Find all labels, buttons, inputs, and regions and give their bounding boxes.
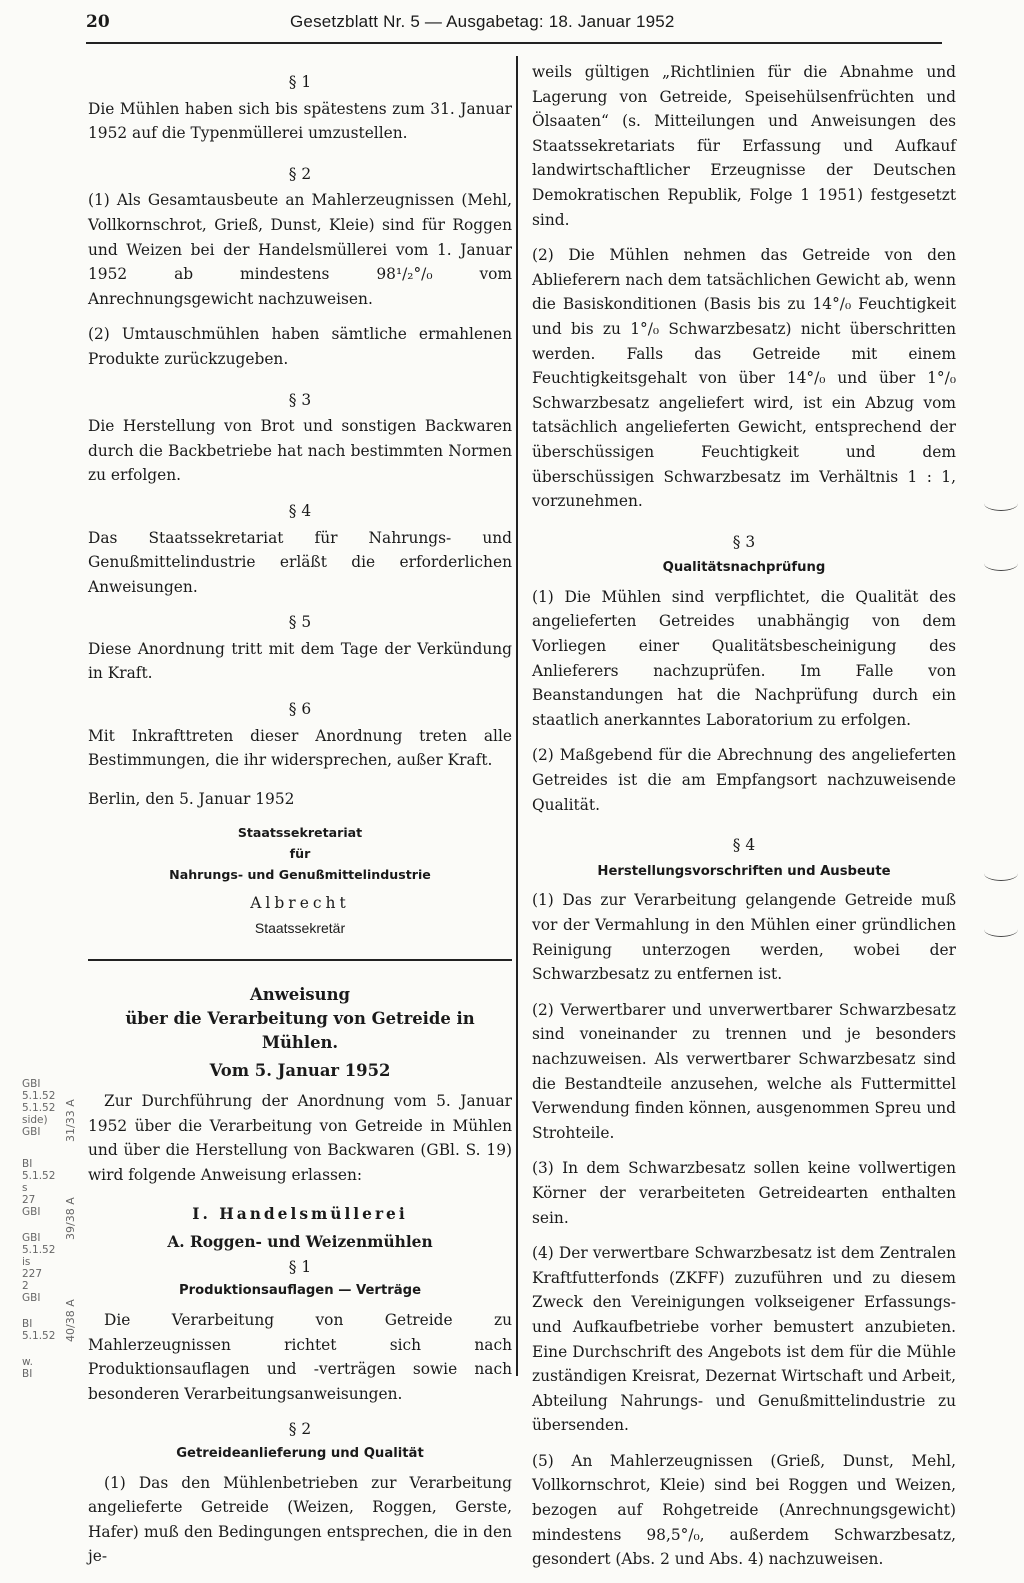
paragraph-text: (2) Die Mühlen nehmen das Getreide von den Ablieferern nach dem tatsächlichen Gewicht ab, wenn die Basiskonditionen (Basis bis zu 14°/₀ Feuchtigkeit und bis zu 1°/₀ Schwarzbesatz) nicht überschritten werden. Falls das Getreide mit einem Feuchtigkeitsgehalt von über 14°/₀ und über 1°/₀ Schwarzbesatz angeliefert wird, ist ein Abzug vom tatsächlich angelieferten Gewicht, entsprechend der überschüssigen Feuchtigkeit und dem überschüssigen Schwarzbesatz im Verhältnis 1 : 1, vorzunehmen. — [532, 246, 956, 511]
margin-note: w. — [22, 1356, 33, 1368]
anweisung-title: über die Verarbeitung von Getreide in Mühlen. — [125, 1008, 475, 1052]
paragraph-text: weils gültigen „Richtlinien für die Abnahme und Lagerung von Getreide, Speisehülsenfrüchten und Ölsaaten“ (s. Mitteilungen und Anweisungen des Staatssekretariats für Erfassung und Aufkauf landwirtschaftlicher Erzeugnisse der Deutschen Demokratischen Republik, Folge 1 1951) festgesetzt sind. — [532, 63, 956, 229]
paragraph-title: § 2 — [288, 1420, 312, 1439]
margin-note: GBI — [22, 1126, 41, 1138]
paragraph-heading: Produktionsauflagen — Verträge — [178, 1283, 422, 1299]
paragraph-text: (4) Der verwertbare Schwarzbesatz ist dem Zentralen Kraftfutterfonds (ZKFF) zuzuführen und zu diesem Zweck den Vereinigungen volkseigener Erfassungs- und Aufkaufbetriebe vorher bemustert anzubieten. Eine Durchschrift des Angebots ist dem für die Mühle zuständigen Kreisrat, Dezernat Wirtschaft und Arbeit, Abteilung Nahrungs- und Genußmittelindustrie zu übersenden. — [532, 1244, 956, 1435]
margin-note: 5.1.52 — [22, 1244, 56, 1256]
paragraph-text: (1) Das zur Verarbeitung gelangende Getreide muß vor der Vermahlung in den Mühlen einer gründlichen Reinigung unterzogen werden, wobei der Schwarzbesatz zu entfernen ist. — [532, 891, 956, 984]
margin-note: 5.1.52 — [22, 1330, 56, 1342]
paragraph-title: § 2 — [288, 164, 312, 183]
paragraph-title: § 6 — [288, 700, 312, 719]
paragraph-text: (1) Als Gesamtausbeute an Mahlerzeugnissen (Mehl, Vollkornschrot, Grieß, Dunst, Kleie) sind für Roggen und Weizen bei der Handelsmüllerei vom 1. Januar 1952 ab mindestens 98¹/₂°/₀ vom Anrechnungsgewicht nachzuweisen. — [88, 191, 512, 308]
paragraph-title: § 1 — [288, 1257, 312, 1276]
margin-note: side) — [22, 1114, 48, 1126]
margin-note: 227 — [22, 1268, 43, 1280]
paragraph-text: (5) An Mahlerzeugnissen (Grieß, Dunst, Mehl, Vollkornschrot, Kleie) sind bei Roggen und Weizen, bezogen auf Rohgetreide (Anrechnungsgewicht) mindestens 98,5°/₀, außerdem Schwarzbesatz, gesondert (Abs. 2 und Abs. 4) nachzuweisen. — [532, 1451, 956, 1569]
paragraph-text: (2) Umtauschmühlen haben sämtliche ermahlenen Produkte zurückzugeben. — [88, 325, 512, 368]
signature-org: Staatssekretariat — [237, 825, 363, 841]
margin-note: is — [22, 1256, 31, 1268]
paragraph-title: § 4 — [732, 836, 756, 855]
anweisung-date: Vom 5. Januar 1952 — [209, 1060, 391, 1080]
anweisung-intro: Zur Durchführung der Anordnung vom 5. Januar 1952 über die Verarbeitung von Getreide in Mühlen und über die Herstellung von Backwaren (GBl. S. 19) wird folgende Anweisung erlassen: — [88, 1092, 512, 1184]
margin-mark — [984, 556, 1018, 571]
margin-note: 5.1.52 — [22, 1090, 56, 1102]
paragraph-title: § 1 — [288, 73, 312, 91]
paragraph-title: § 3 — [288, 390, 312, 409]
margin-mark — [984, 866, 1018, 881]
section-separator — [88, 959, 512, 961]
margin-stamp: 31/33 A — [64, 1099, 77, 1142]
right-column — [532, 60, 956, 1583]
margin-note: BI — [22, 1368, 33, 1380]
paragraph-text: Die Herstellung von Brot und sonstigen Backwaren durch die Backbetriebe hat nach bestimmten Normen zu erfolgen. — [88, 417, 512, 485]
section-title: I. Handelsmüllerei — [192, 1204, 408, 1223]
signature-title: Staatssekretär — [254, 920, 346, 937]
subsection-title: A. Roggen- und Weizenmühlen — [167, 1233, 433, 1252]
anweisung-title: Anweisung — [250, 984, 350, 1004]
paragraph-title: § 5 — [288, 613, 312, 632]
paragraph-text: Diese Anordnung tritt mit dem Tage der Verkündung in Kraft. — [88, 639, 512, 683]
paragraph-heading: Herstellungsvorschriften und Ausbeute — [597, 863, 891, 879]
margin-note: 5.1.52 — [22, 1170, 56, 1182]
paragraph-text: Die Mühlen haben sich bis spätestens zum 31. Januar 1952 auf die Typenmüllerei umzustellen. — [88, 99, 512, 143]
margin-mark — [984, 496, 1018, 511]
page-number: 20 — [86, 12, 110, 32]
paragraph-text: Das Staatssekretariat für Nahrungs- und Genußmittelindustrie erläßt die erforderlichen Anweisungen. — [88, 528, 512, 596]
paragraph-heading: Qualitätsnachprüfung — [662, 560, 826, 576]
paragraph-heading: Getreideanlieferung und Qualität — [176, 1445, 424, 1461]
signature-name: Albrecht — [250, 894, 350, 913]
margin-note: GBI — [22, 1078, 41, 1090]
signature-block — [88, 822, 512, 940]
page-title: Gesetzblatt Nr. 5 — Ausgabetag: 18. Januar 1952 — [290, 12, 675, 31]
margin-note: 5.1.52 — [22, 1102, 56, 1114]
margin-stamp: 40/38 A — [64, 1299, 77, 1342]
paragraph-text: (2) Verwertbarer und unverwertbarer Schwarzbesatz sind voneinander zu trennen und je besonders nachzuweisen. Als verwertbarer Schwarzbesatz sind die Bestandteile anzusehen, welche als Futtermittel Verwendung finden können, ausgenommen Spreu und Strohteile. — [532, 1000, 956, 1142]
margin-note: GBI — [22, 1206, 41, 1218]
left-column — [88, 60, 512, 1580]
margin-note: BI — [22, 1318, 33, 1330]
column-divider — [516, 56, 518, 1376]
paragraph-text: (2) Maßgebend für die Abrechnung des angelieferten Getreides ist die am Empfangsort nachzuweisende Qualität. — [532, 746, 956, 814]
paragraph-title: § 4 — [288, 501, 312, 520]
margin-note: 2 — [22, 1280, 29, 1292]
paragraph-text: (3) In dem Schwarzbesatz sollen keine vollwertigen Körner der verarbeiteten Getreidearten enthalten sein. — [532, 1159, 956, 1227]
margin-note: s — [22, 1182, 28, 1194]
margin-stamp: 39/38 A — [64, 1197, 77, 1240]
paragraph-title: § 3 — [732, 532, 756, 551]
margin-note: GBI — [22, 1292, 41, 1304]
signature-org: für — [289, 846, 311, 862]
place-date: Berlin, den 5. Januar 1952 — [88, 789, 295, 808]
margin-mark — [984, 922, 1018, 937]
margin-note: BI — [22, 1158, 33, 1170]
margin-note: GBI — [22, 1232, 41, 1244]
signature-org: Nahrungs- und Genußmittelindustrie — [169, 867, 431, 883]
paragraph-text: (1) Die Mühlen sind verpflichtet, die Qualität des angelieferten Getreides unabhängig von dem Vorliegen einer Qualitätsbescheinigung des Anlieferers nachzuprüfen. Im Falle von Beanstandungen hat die Nachprüfung durch ein staatlich anerkanntes Laboratorium zu erfolgen. — [532, 587, 956, 729]
paragraph-text: Die Verarbeitung von Getreide zu Mahlerzeugnissen richtet sich nach Produktionsauflagen und -verträgen sowie nach besonderen Verarbeitungsanweisungen. — [88, 1310, 512, 1403]
paragraph-text: Mit Inkrafttreten dieser Anordnung treten alle Bestimmungen, die ihr widersprechen, außer Kraft. — [88, 726, 512, 770]
margin-note: 27 — [22, 1194, 36, 1206]
paragraph-text: (1) Das den Mühlenbetrieben zur Verarbeitung angelieferte Getreide (Weizen, Roggen, Gerste, Hafer) muß den Bedingungen entsprechen, die in den je- — [88, 1473, 512, 1566]
page-header — [86, 10, 942, 44]
